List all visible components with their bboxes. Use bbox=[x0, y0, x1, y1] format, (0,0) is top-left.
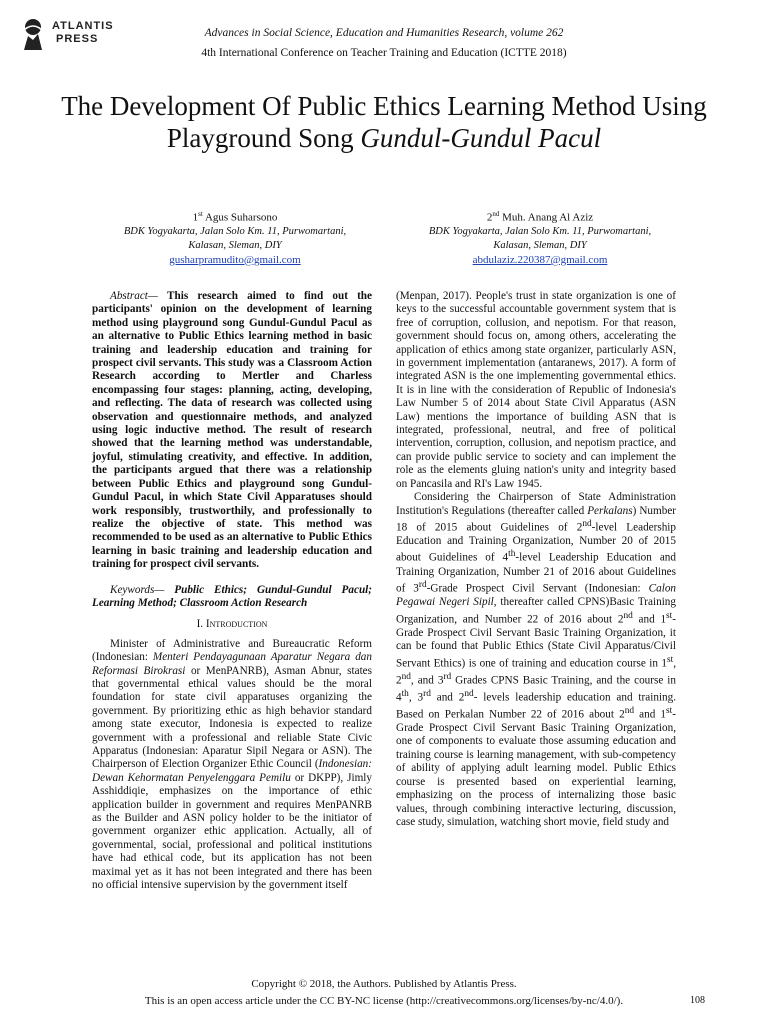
text-run: , 2 bbox=[396, 657, 676, 687]
text-run: Grades CPNS Basic Training, and the course in 4 bbox=[396, 674, 676, 704]
page-number: 108 bbox=[690, 995, 705, 1006]
journal-header: Advances in Social Science, Education and Humanities Research, volume 262 bbox=[204, 27, 564, 39]
author-affiliation: BDK Yogyakarta, Jalan Solo Km. 11, Purwomartani, bbox=[428, 225, 652, 237]
conference-header: 4th International Conference on Teacher Training and Education (ICTTE 2018) bbox=[201, 47, 567, 59]
keywords-paragraph bbox=[92, 584, 372, 611]
text-run: -level Leadership Education and Training Organization, Number 20 of 2015 about Guidelines of 4 bbox=[396, 521, 677, 565]
text-run: Minister of Administrative and Bureaucratic Reform (Indonesian: bbox=[92, 637, 372, 664]
superscript: st bbox=[666, 654, 674, 665]
text-run: , 3 bbox=[408, 691, 424, 704]
superscript: rd bbox=[423, 688, 431, 699]
author-1 bbox=[85, 207, 385, 267]
author-name: Muh. Anang Al Aziz bbox=[502, 211, 594, 224]
keywords-text: Public Ethics; Gundul-Gundul Pacul; Learning Method; Classroom Action Research bbox=[92, 583, 372, 609]
paper-title bbox=[60, 90, 708, 154]
author-ordinal-sup: st bbox=[198, 210, 203, 218]
left-column bbox=[92, 290, 372, 892]
logo-line1: ATLANTIS bbox=[52, 20, 114, 32]
keywords-dash: — bbox=[154, 583, 175, 596]
author-email-link[interactable]: gusharpramudito@gmail.com bbox=[169, 253, 301, 266]
superscript: st bbox=[666, 610, 673, 621]
text-run: Considering the Chairperson of State Administration Institution's Regulations (thereafter called bbox=[396, 491, 676, 517]
copyright-notice: Copyright © 2018, the Authors. Published by Atlantis Press. bbox=[251, 978, 517, 990]
text-run-italic: Perkalans bbox=[587, 504, 633, 517]
superscript: nd bbox=[624, 705, 635, 716]
section-number: I. bbox=[196, 618, 204, 631]
text-run: or MenPANRB), Asman Abnur, states that governmental ethical values should be the moral foundation for state civil apparatuses organizing the government. By prioritizing ethic as high behavior standard among state executor, Indonesia is expected to realize government with a professional and reliable State Civic Apparatus (Indonesian: Aparatur Sipil Negara or ASN). The Chairperson of Election Organizer Ethic Council ( bbox=[92, 664, 372, 771]
abstract-text: This research aimed to find out the participants' opinion on the development of learning method using playground song Gundul-Gundul Pacul as an alternative to Public Ethics learning method in basic training and leadership education and training for prospect civil servants. This study was a Classroom Action Research according to Mertler and Charless encompassing four stages: planning, acting, developing, and reflecting. The data of research was collected using observation and questionnaire methods, and analyzed using logic inductive method. The result of research showed that the learning method was understandable, joyful, stimulating creativity, and effective. In addition, the participants argued that there was a relationship between Public Ethics and playground song Gundul-Gundul Pacul, in which State Civil Apparatuses should work responsibly, trustworthily, and professionally to realize the objective of state. This method was recommended to be used as an alternative to Public Ethics learning in basic training and leadership education and training for prospect civil servants. bbox=[92, 290, 372, 571]
author-affiliation-location: Kalasan, Sleman, DIY bbox=[188, 239, 282, 251]
superscript: th bbox=[401, 688, 409, 699]
superscript: rd bbox=[418, 580, 427, 590]
text-run-italic: Menteri Pendayagunaan Aparatur Negara dan Reformasi Birokrasi bbox=[92, 651, 372, 677]
superscript: nd bbox=[401, 671, 411, 682]
text-run: -level Leadership Education and Training Organization, Number 21 of 2016 about Guidelines of 3 bbox=[396, 552, 676, 595]
text-run: and 1 bbox=[634, 708, 667, 721]
text-run: -Grade Prospect Civil Servant (Indonesian: bbox=[426, 582, 649, 595]
right-column bbox=[396, 290, 676, 829]
abstract-paragraph bbox=[92, 290, 372, 572]
superscript: rd bbox=[443, 671, 452, 682]
author-name: Agus Suharsono bbox=[204, 211, 278, 224]
author-affiliation: BDK Yogyakarta, Jalan Solo Km. 11, Purwomartani, bbox=[123, 225, 347, 237]
text-run-italic: Indonesian: Dewan Kehormatan Penyelenggara Pemilu bbox=[92, 758, 372, 784]
section-title: Introduction bbox=[205, 618, 268, 631]
text-run: and 1 bbox=[632, 613, 667, 626]
author-ordinal: 2 bbox=[486, 211, 493, 224]
text-run: - levels leadership education and training. Based on Perkalan Number 22 of 2016 about 2 bbox=[396, 691, 677, 721]
superscript: th bbox=[508, 549, 516, 560]
author-ordinal-sup: nd bbox=[492, 210, 500, 218]
text-run: -Grade Prospect Civil Servant Basic Training Organization, it can be found that Public Ethics (State Civil Apparatus/Civil Servant Ethics) is one of training and education course in 1 bbox=[396, 613, 677, 670]
superscript: nd bbox=[623, 610, 633, 621]
text-run: -Grade Prospect Civil Servant Basic Training Organization, one of components to evaluate those assuming education and training course is learning management, with sub-competency of ability of applying adult learning model. Public Ethics course is presented based on experiential learning, emphasizing on the process of internalizing those basic values, through combining interactive lecturing, discussion, case study, simulation, watching short movie, field study and bbox=[396, 708, 676, 828]
author-2 bbox=[390, 207, 690, 267]
superscript: nd bbox=[582, 518, 592, 529]
author-1-name-line bbox=[85, 207, 385, 225]
author-2-name-line bbox=[390, 207, 690, 225]
body-paragraph bbox=[396, 491, 676, 829]
intro-paragraph bbox=[92, 638, 372, 893]
text-run: or DKPP), Jimly Asshiddiqie, emphasizes on the importance of ethic application builder in government and requires MenPANRB as the Builder and ASN policy holder to be the initiator of government organizer ethic application. Actually, all of governmental, social, professional and political institutions have had ethical code, but its application has not been maximal yet as it has not been integrated and there has been no official intensive supervision by the government itself bbox=[92, 771, 373, 892]
logo-line2: PRESS bbox=[56, 33, 99, 45]
title-italic: Gundul-Gundul Pacul bbox=[360, 123, 602, 153]
superscript: nd bbox=[464, 688, 474, 699]
body-paragraph: (Menpan, 2017). People's trust in state organization is one of keys to the successful accountable government system that is free of corruption, collusion, and nepotism. For that reason, government should focus on, among others, accelerating the application of ethics among state organizer, particularly ASN, in government implementation (antaranews, 2017). A form of integrated ASN is the one implementing governmental ethics. It is in line with the consideration of Republic of Indonesia's Law Number 5 of 2014 about State Civil Apparatus (ASN Law) mentions the importance of building ASN that is integrated, professional, neutral, and free of political intervention, corruption, collusion, and nepotism practice, and can provide public service to society and can implement the role as the elements gluing nation's unity and integrity based on Pancasila and RI's Law 1945. bbox=[396, 290, 676, 490]
title-main: The Development Of Public Ethics Learning Method Using Playground Song bbox=[61, 91, 707, 153]
author-ordinal: 1 bbox=[192, 211, 199, 224]
license-notice: This is an open access article under the CC BY-NC license (http://creativecommons.org/licenses/by-nc/4.0/). bbox=[144, 995, 624, 1007]
text-run: , thereafter called CPNS)Basic Training Organization, and Number 22 of 2016 about 2 bbox=[396, 596, 676, 626]
superscript: st bbox=[666, 705, 673, 716]
abstract-label: Abstract bbox=[110, 290, 148, 302]
text-run-italic: Calon Pegawai Negeri Sipil bbox=[396, 582, 677, 609]
text-run: , and 3 bbox=[410, 674, 444, 687]
abstract-dash: — bbox=[147, 290, 168, 302]
author-affiliation-location: Kalasan, Sleman, DIY bbox=[493, 239, 587, 251]
section-heading bbox=[92, 618, 372, 631]
keywords-label: Keywords bbox=[110, 583, 155, 596]
author-email-link[interactable]: abdulaziz.220387@gmail.com bbox=[472, 253, 608, 266]
text-run: and 2 bbox=[430, 691, 465, 704]
text-run: ) Number 18 of 2015 about Guidelines of 2 bbox=[396, 504, 677, 534]
